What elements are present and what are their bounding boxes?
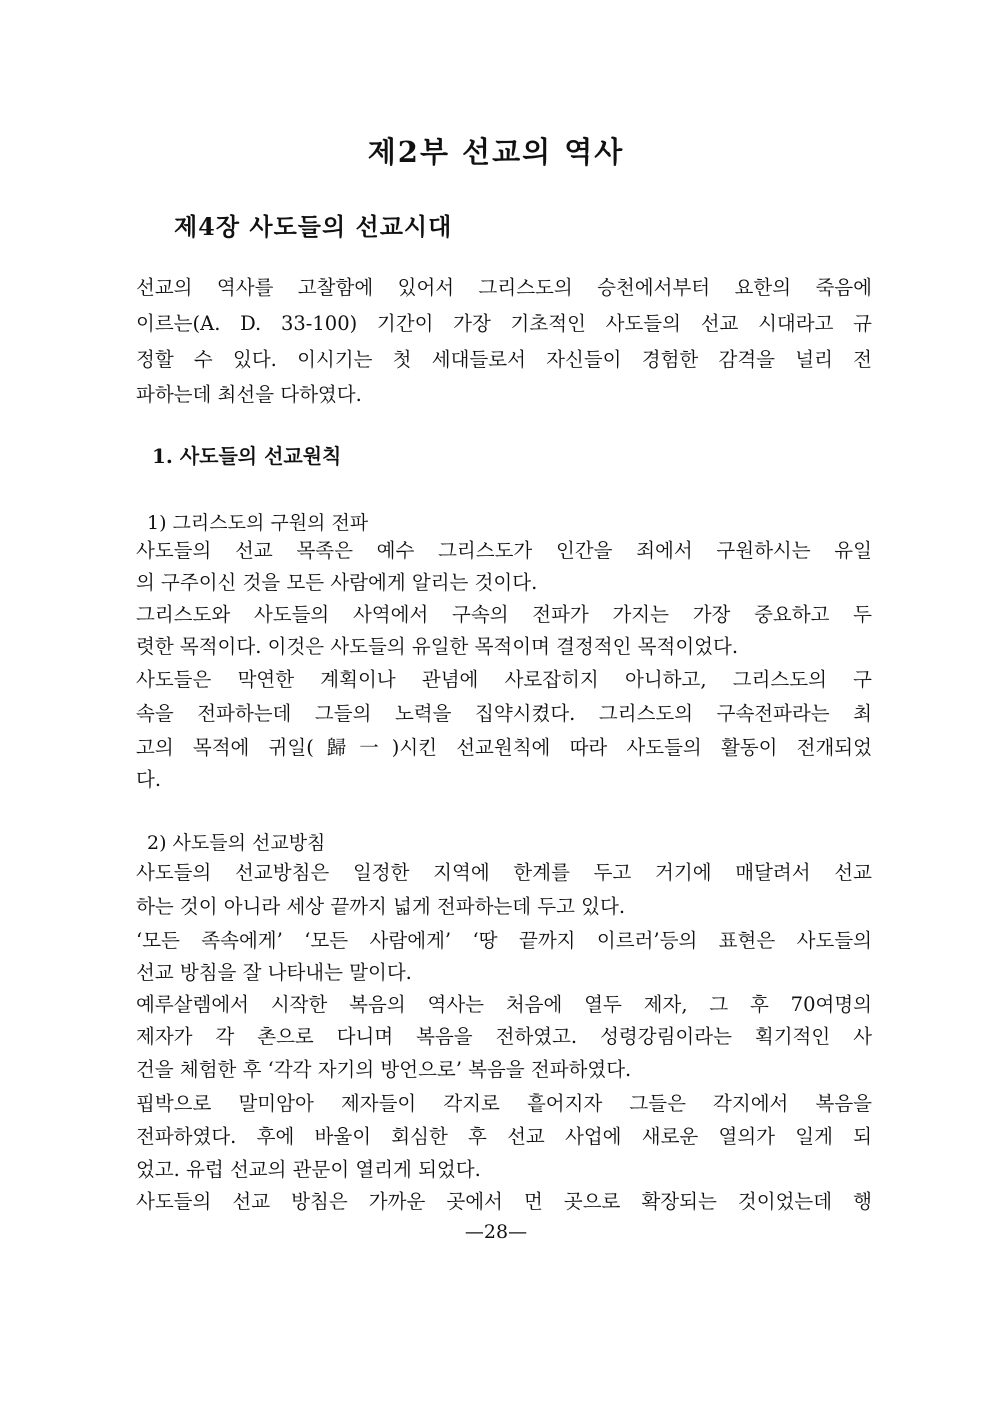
subsection-title: 2) 사도들의 선교방침 [147,832,326,854]
text-line: 었고. 유럽 선교의 관문이 열리게 되었다. [136,1158,481,1181]
section-title: 1. 사도들의 선교원칙 [152,444,342,468]
text-line: 속을 전파하는데 그들의 노력을 집약시켰다. 그리스도의 구속전파라는 최 [136,702,872,725]
text-line: 고의 목적에 귀일(歸一)시킨 선교원칙에 따라 사도들의 활동이 전개되었 [136,736,872,759]
text-line: 핍박으로 말미암아 제자들이 각지로 흩어지자 그들은 각지에서 복음을 [136,1092,872,1115]
text-line: 다. [136,768,162,791]
text-line: 건을 체험한 후 ‘각각 자기의 방언으로’ 복음을 전파하였다. [136,1058,632,1081]
chapter-title: 제4장 사도들의 선교시대 [174,212,453,241]
text-line: 의 구주이신 것을 모든 사람에게 알리는 것이다. [136,571,538,594]
text-line: 사도들의 선교방침은 일정한 지역에 한계를 두고 거기에 매달려서 선교 [136,861,872,884]
text-line: 이르는(A. D. 33-100) 기간이 가장 기초적인 사도들의 선교 시대라고 규 [136,312,872,335]
text-line: 렷한 목적이다. 이것은 사도들의 유일한 목적이며 결정적인 목적이었다. [136,635,739,658]
text-line: ‘모든 족속에게’ ‘모든 사람에게’ ‘땅 끝까지 이르러’등의 표현은 사도들의 [136,929,872,952]
text-line: 선교의 역사를 고찰함에 있어서 그리스도의 승천에서부터 요한의 죽음에 [136,276,872,299]
text-line: 그리스도와 사도들의 사역에서 구속의 전파가 가지는 가장 중요하고 두 [136,603,872,626]
subsection-title: 1) 그리스도의 구원의 전파 [147,512,369,534]
text-line: 정할 수 있다. 이시기는 첫 세대들로서 자신들이 경험한 감격을 널리 전 [136,348,872,371]
text-line: 하는 것이 아니라 세상 끝까지 넓게 전파하는데 두고 있다. [136,895,626,918]
text-line: 사도들의 선교 방침은 가까운 곳에서 먼 곳으로 확장되는 것이었는데 행 [136,1190,872,1213]
page-number: —28— [464,1221,528,1243]
part-title: 제2부 선교의 역사 [367,135,625,169]
text-line: 파하는데 최선을 다하였다. [136,383,362,406]
text-line: 제자가 각 촌으로 다니며 복음을 전하였고. 성령강림이라는 획기적인 사 [136,1025,872,1048]
text-line: 선교 방침을 잘 나타내는 말이다. [136,961,412,984]
text-line: 사도들의 선교 목족은 예수 그리스도가 인간을 죄에서 구원하시는 유일 [136,539,872,562]
text-line: 사도들은 막연한 계획이나 관념에 사로잡히지 아니하고, 그리스도의 구 [136,668,872,691]
text-line: 전파하였다. 후에 바울이 회심한 후 선교 사업에 새로운 열의가 일게 되 [136,1125,872,1148]
text-line: 예루살렘에서 시작한 복음의 역사는 처음에 열두 제자, 그 후 70여명의 [136,993,872,1016]
